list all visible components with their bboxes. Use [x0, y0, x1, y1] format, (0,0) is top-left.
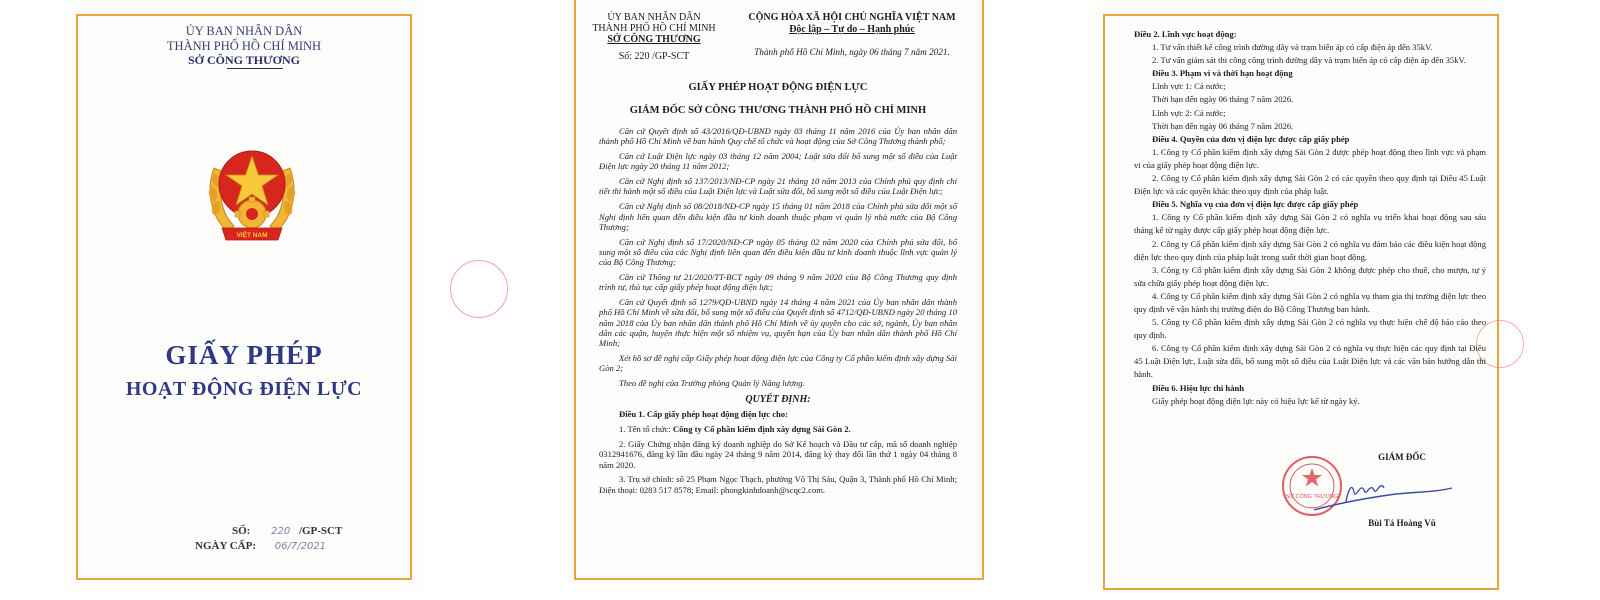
article5-item5: 5. Công ty Cổ phần kiểm định xây dựng Sài Gòn 2 có nghĩa vụ thực hiện chế độ báo cáo theo quy định. [1134, 317, 1486, 341]
license-decision-page [566, 0, 990, 584]
basis-4: Căn cứ Nghị định số 08/2018/NĐ-CP ngày 15 tháng 01 năm 2018 của Chính phủ sửa đổi một số Nghị định liên quan đến điều kiện đầu tư kinh doanh thuộc phạm vi quản lý nhà nước của Bộ Công Thương; [599, 201, 957, 232]
article2-item2: 2. Tư vấn giám sát thi công công trình đường dây và trạm biến áp có cấp điện áp đến 35kV. [1152, 55, 1466, 66]
basis-8: Xét hồ sơ đề nghị cấp Giấy phép hoạt động điện lực của Công ty Cổ phần kiểm định xây dựng Sài Gòn 2; [599, 353, 957, 374]
left-header-line3: SỞ CÔNG THƯƠNG [607, 34, 701, 45]
basis-2: Căn cứ Luật Điện lực ngày 03 tháng 12 năm 2004; Luật sửa đổi bổ sung một số điều của Luật Điện lực ngày 20 tháng 11 năm 2012; [599, 151, 957, 172]
article1-item2: 2. Giấy Chứng nhận đăng ký doanh nghiệp do Sở Kế hoạch và Đầu tư cấp, mã số doanh nghiệp 0312941676, đăng ký lần đầu ngày 24 tháng 9 năm 2014, đăng ký thay đổi lần thứ 1 ngày 04 tháng 8 năm 2020. [599, 438, 957, 470]
article1-heading: Điều 1. Cấp giấy phép hoạt động điện lực cho: [619, 409, 788, 420]
right-header-date: Thành phố Hồ Chí Minh, ngày 06 tháng 7 năm 2021. [754, 47, 950, 57]
decision-body [599, 126, 957, 499]
article3-term1: Thời hạn đến ngày 06 tháng 7 năm 2026. [1152, 94, 1294, 105]
signer-name: Bùi Tá Hoàng Vũ [1368, 518, 1436, 528]
article4-heading: Điều 4. Quyền của đơn vị điện lực được cấp giấy phép [1152, 133, 1350, 144]
left-header-number: Số: 220 /GP-SCT [618, 51, 690, 62]
org-name: Công ty Cổ phần kiểm định xây dựng Sài Gòn 2. [672, 424, 851, 435]
cover-number-label: SỐ: [232, 525, 251, 537]
signature-icon [1306, 468, 1456, 524]
article5-heading: Điều 5. Nghĩa vụ của đơn vị điện lực được cấp giấy phép [1152, 199, 1359, 210]
article5-item4: 4. Công ty Cổ phần kiểm định xây dựng Sài Gòn 2 có nghĩa vụ tham gia thị trường điện lực theo quy định về vận hành thị trường điện do Bộ Công Thương ban hành. [1134, 290, 1486, 314]
stamp-text: SỞ CÔNG THƯƠNG [1285, 494, 1339, 500]
cover-number-value: 220 [271, 526, 291, 537]
article3-field1: Lĩnh vực 1: Cả nước; [1152, 81, 1226, 92]
cover-number-suffix: /GP-SCT [298, 525, 343, 537]
decision-issuer: GIÁM ĐỐC SỞ CÔNG THƯƠNG THÀNH PHỐ HỒ CHÍ MINH [629, 105, 927, 116]
red-seal-edge [450, 260, 508, 318]
right-header-line2: Độc lập – Tự do – Hạnh phúc [789, 24, 915, 35]
article4-item1: 1. Công ty Cổ phần kiểm định xây dựng Sài Gòn 2 được phép hoạt động theo lĩnh vực và phạm vi của giấy phép hoạt động điện lực. [1134, 146, 1486, 170]
cover-border [76, 14, 412, 580]
article5-item6: 6. Công ty Cổ phần kiểm định xây dựng Sài Gòn 2 có nghĩa vụ thực hiện các quy định tại Điều 45 Luật Điện lực, Luật sửa đổi, bổ sung một số điều của Luật Điện lực và các văn bản hướng dẫn thi hành. [1134, 343, 1486, 380]
cover-subtitle: HOẠT ĐỘNG ĐIỆN LỰC [125, 378, 363, 400]
basis-9: Theo đề nghị của Trưởng phòng Quản lý Năng lượng. [619, 378, 805, 389]
license-cover-page [64, 0, 424, 588]
right-header-line1: CỘNG HÒA XÃ HỘI CHỦ NGHĨA VIỆT NAM [748, 12, 956, 23]
cover-divider [227, 68, 283, 69]
cover-issue-value: 06/7/2021 [274, 541, 327, 552]
article3-field2: Lĩnh vực 2: Cả nước; [1152, 107, 1226, 118]
decision-right-header [734, 12, 970, 58]
article3-heading: Điều 3. Phạm vi và thời hạn hoạt động [1152, 68, 1293, 79]
left-header-line2: THÀNH PHỐ HỒ CHÍ MINH [592, 23, 716, 34]
org-label: 1. Tên tổ chức: [619, 424, 673, 435]
article2-heading: Điều 2. Lĩnh vực hoạt động: [1134, 29, 1237, 39]
article1-item3: 3. Trụ sở chính: số 25 Phạm Ngọc Thạch, phường Võ Thị Sáu, Quận 3, Thành phố Hồ Chí Minh; Điện thoại: 0283 517 8578; Email: phongkinhdoanh@scqc2.com. [599, 474, 957, 495]
cover-agency-line1: ỦY BAN NHÂN DÂN [185, 24, 303, 38]
basis-5: Căn cứ Nghị định số 17/2020/NĐ-CP ngày 05 tháng 02 năm 2020 của Chính phủ sửa đổi, bổ sung một số điều của các Nghị định liên quan đến điều kiện đầu tư kinh doanh thuộc lĩnh vực quản lý của Bộ Công Thương; [599, 236, 957, 268]
basis-3: Căn cứ Nghị định số 137/2013/NĐ-CP ngày 21 tháng 10 năm 2013 của Chính phủ quy định chi tiết thi hành một số điều của Luật Điện lực và Luật sửa đổi, bổ sung một số điều của Luật Điện lực; [599, 176, 957, 197]
license-articles-page [1092, 2, 1506, 584]
cover-department: SỞ CÔNG THƯƠNG [187, 53, 300, 67]
article3-term2: Thời hạn đến ngày 06 tháng 7 năm 2026. [1152, 120, 1294, 131]
national-emblem-icon [204, 128, 300, 260]
decides-heading: QUYẾT ĐỊNH: [745, 393, 811, 405]
emblem-banner-text: VIỆT NAM [236, 232, 268, 239]
article6-heading: Điều 6. Hiệu lực thi hành [1152, 382, 1245, 393]
cover-agency-line2: THÀNH PHỐ HỒ CHÍ MINH [166, 39, 322, 53]
article4-item2: 2. Công ty Cổ phần kiểm định xây dựng Sài Gòn 2 có các quyền theo quy định tại Điều 45 Luật Điện lực và các quyền khác theo quy định của pháp luật. [1134, 173, 1486, 197]
basis-1: Căn cứ Quyết định số 43/2016/QĐ-UBND ngày 03 tháng 11 năm 2016 của Ủy ban nhân dân thành phố Hồ Chí Minh về ban hành Quy chế tổ chức và hoạt động của Sở Công Thương thành phố; [599, 126, 957, 147]
articles-body [1134, 28, 1486, 408]
left-header-line1: ỦY BAN NHÂN DÂN [607, 12, 701, 23]
cover-title: GIẤY PHÉP [165, 340, 323, 370]
article1-item1 [599, 424, 957, 434]
basis-7: Căn cứ Quyết định số 1279/QĐ-UBND ngày 14 tháng 4 năm 2021 của Ủy ban nhân dân thành phố Hồ Chí Minh về sửa đổi, bổ sung một số điều của Quyết định số 4712/QĐ-UBND ngày 20 tháng 10 năm 2018 của Ủy ban nhân dân thành phố Hồ Chí Minh về ủy quyền cho các sở, ngành, Ủy ban nhân dân các quận, huyện thực hiện một số nhiệm vụ, quyền hạn của Ủy ban nhân dân thành phố Hồ Chí Minh; [599, 297, 957, 349]
article5-item2: 2. Công ty Cổ phần kiểm định xây dựng Sài Gòn 2 có nghĩa vụ đảm bảo các điều kiện hoạt động điện lực theo quy định của pháp luật trong suốt thời gian hoạt động. [1134, 238, 1486, 262]
cover-issue-label: NGÀY CẤP: [195, 540, 256, 552]
decision-title: GIẤY PHÉP HOẠT ĐỘNG ĐIỆN LỰC [688, 82, 868, 93]
article5-item3: 3. Công ty Cổ phần kiểm định xây dựng Sài Gòn 2 không được phép cho thuê, cho mượn, tự ý sửa chữa giấy phép hoạt động điện lực. [1134, 264, 1486, 288]
basis-6: Căn cứ Thông tư 21/2020/TT-BCT ngày 09 tháng 9 năm 2020 của Bộ Công Thương quy định trình tự, thủ tục cấp giấy phép hoạt động điện lực; [599, 272, 957, 293]
article2-item1: 1. Tư vấn thiết kế công trình đường dây và trạm biến áp có cấp điện áp đến 35kV. [1152, 42, 1433, 53]
cover-number [232, 525, 342, 537]
cover-issue-date [195, 540, 326, 552]
article6-text: Giấy phép hoạt động điện lực này có hiệu lực kể từ ngày ký. [1152, 395, 1360, 406]
signer-title: GIÁM ĐỐC [1378, 452, 1426, 462]
decision-left-header [586, 12, 722, 62]
article5-item1: 1. Công ty Cổ phần kiểm định xây dựng Sài Gòn 2 có nghĩa vụ triển khai hoạt động sau sáu tháng kể từ ngày được cấp giấy phép hoạt động điện lực. [1134, 212, 1486, 236]
